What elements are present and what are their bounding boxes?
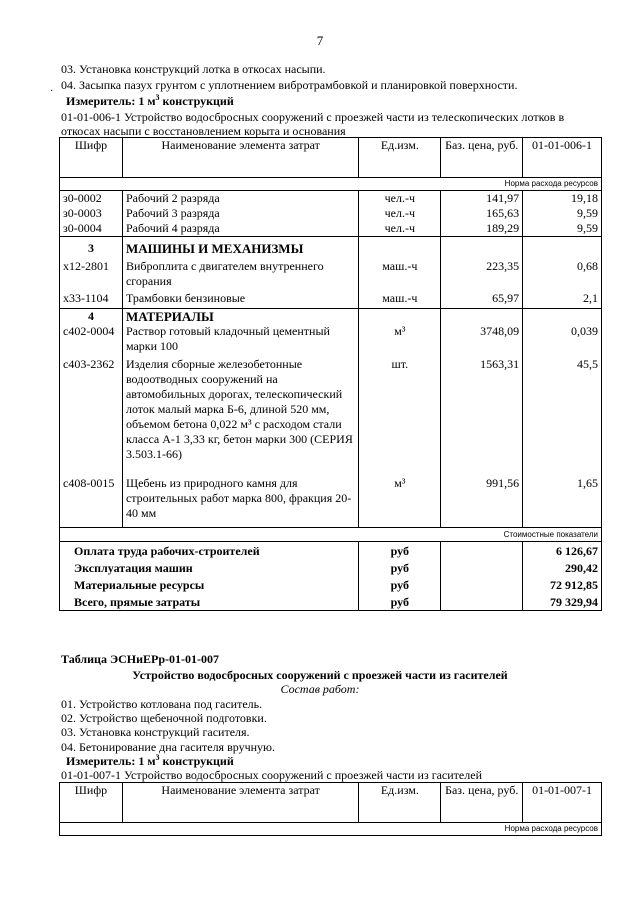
row-price: 3748,09 [441,324,523,354]
page-number: 7 [316,33,324,48]
table-row [60,476,602,528]
row-name: Раствор готовый кладочный цементный марки 100 [122,324,358,354]
row-name: Рабочий 2 разряда [122,191,358,207]
row-name: Рабочий 3 разряда [122,206,358,221]
table-2-title: Таблица ЭСНиЕРр-01-01-007 [61,652,220,666]
row-norm: 9,59 [523,206,602,221]
composition-item: 03. Установка конструкций гасителя. [61,725,250,739]
meter-line-1 [66,94,234,109]
row-code: х33-1104 [60,289,123,309]
header-price: Баз. цена, руб. [441,783,523,823]
table-row [60,191,602,207]
section-title: МАШИНЫ И МЕХАНИЗМЫ [122,237,358,257]
total-row [60,576,602,593]
resource-norm-table-1 [59,137,602,611]
table-row [60,324,602,354]
row-norm: 2,1 [523,289,602,309]
section-number: 3 [60,237,123,257]
meter-sup: 3 [155,753,160,762]
header-name: Наименование элемента затрат [122,138,358,178]
subheader-norm: Норма расхода ресурсов [60,178,602,191]
subheader-row [60,823,602,836]
row-code: х12-2801 [60,256,123,289]
total-unit: руб [359,542,441,560]
total-label: Всего, прямые затраты [60,593,359,611]
header-norm: 01-01-007-1 [523,783,602,823]
row-unit: чел.-ч [359,221,441,237]
meter-prefix: Измеритель: 1 м [66,94,156,108]
total-value: 290,42 [523,559,602,576]
meter-suffix: конструкций [159,94,234,108]
table-header-row [60,783,602,823]
row-unit: маш.-ч [359,256,441,289]
total-value: 6 126,67 [523,542,602,560]
meter-suffix: конструкций [159,754,234,768]
table-header-row [60,138,602,178]
section-title: МАТЕРИАЛЫ [122,309,358,325]
row-norm: 45,5 [523,354,602,476]
total-unit: руб [359,576,441,593]
table-row [60,256,602,289]
section-number: 4 [60,309,123,325]
meter-sup: 3 [155,93,160,102]
subheader-row [60,178,602,191]
row-price: 189,29 [441,221,523,237]
meter-line-2 [66,754,234,769]
row-unit: м³ [359,476,441,528]
row-code: з0-0004 [60,221,123,237]
row-unit: чел.-ч [359,206,441,221]
row-unit: чел.-ч [359,191,441,207]
header-name: Наименование элемента затрат [122,783,359,823]
norm-code-line-2: откосах насыпи с восстановлением корыта и основания [61,124,346,138]
total-unit: руб [359,559,441,576]
total-row [60,542,602,560]
row-unit: маш.-ч [359,289,441,309]
row-norm: 0,039 [523,324,602,354]
composition-item: 01. Устройство котлована под гаситель. [61,697,263,711]
subheader-norm: Норма расхода ресурсов [60,823,602,836]
margin-mark: · [50,86,54,97]
row-code: с403-2362 [60,354,123,476]
row-price: 1563,31 [441,354,523,476]
norm-code-line-table-2: 01-01-007-1 Устройство водосбросных сооружений с проезжей части из гасителей [61,768,482,782]
table-row [60,354,602,476]
cost-header-row [60,528,602,542]
row-name: Трамбовки бензиновые [122,289,358,309]
header-code: Шифр [60,783,123,823]
section-row-materials [60,309,602,325]
table-2-heading: Устройство водосбросных сооружений с проезжей части из гасителей [132,668,508,682]
row-name: Виброплита с двигателем внутреннего сгорания [122,256,358,289]
row-name: Рабочий 4 разряда [122,221,358,237]
row-price: 65,97 [441,289,523,309]
total-label: Оплата труда рабочих-строителей [60,542,359,560]
row-code: з0-0002 [60,191,123,207]
total-value: 79 329,94 [523,593,602,611]
row-unit: м³ [359,324,441,354]
total-row [60,559,602,576]
header-unit: Ед.изм. [359,138,441,178]
composition-title: Состав работ: [280,682,360,696]
header-unit: Ед.изм. [359,783,441,823]
meter-prefix: Измеритель: 1 м [66,754,156,768]
row-code: с408-0015 [60,476,123,528]
work-step-03: 03. Установка конструкций лотка в откосах насыпи. [61,62,326,76]
row-code: з0-0003 [60,206,123,221]
total-unit: руб [359,593,441,611]
total-label: Материальные ресурсы [60,576,359,593]
row-price: 141,97 [441,191,523,207]
row-norm: 1,65 [523,476,602,528]
table-row [60,206,602,221]
total-value: 72 912,85 [523,576,602,593]
header-price: Баз. цена, руб. [441,138,523,178]
norm-code-line-1: 01-01-006-1 Устройство водосбросных сооружений с проезжей части из телескопических лотков в [61,110,565,124]
row-unit: шт. [359,354,441,476]
table-row [60,289,602,309]
cost-header: Стоимостные показатели [60,528,602,542]
composition-item: 04. Бетонирование дна гасителя вручную. [61,740,276,754]
resource-norm-table-2 [59,782,602,836]
row-name: Щебень из природного камня для строительных работ марка 800, фракция 20-40 мм [122,476,358,528]
row-price: 991,56 [441,476,523,528]
section-row-machines [60,237,602,257]
row-norm: 0,68 [523,256,602,289]
total-row [60,593,602,611]
row-price: 223,35 [441,256,523,289]
header-code: Шифр [60,138,123,178]
row-code: с402-0004 [60,324,123,354]
table-row [60,221,602,237]
total-label: Эксплуатация машин [60,559,359,576]
work-step-04: 04. Засыпка пазух грунтом с уплотнением вибротрамбовкой и планировкой поверхности. [61,78,518,92]
row-norm: 19,18 [523,191,602,207]
row-name: Изделия сборные железобетонные водоотводных сооружений на автомобильных дорогах, телескопический лоток малый марка Б-6, длиной 520 мм, объемом бетона 0,022 м³ с расходом стали класса А-1 3,33 кг, бетон марки 300 (СЕРИЯ 3.503.1-66) [122,354,358,476]
row-norm: 9,59 [523,221,602,237]
row-price: 165,63 [441,206,523,221]
composition-item: 02. Устройство щебеночной подготовки. [61,711,267,725]
header-norm: 01-01-006-1 [523,138,602,178]
